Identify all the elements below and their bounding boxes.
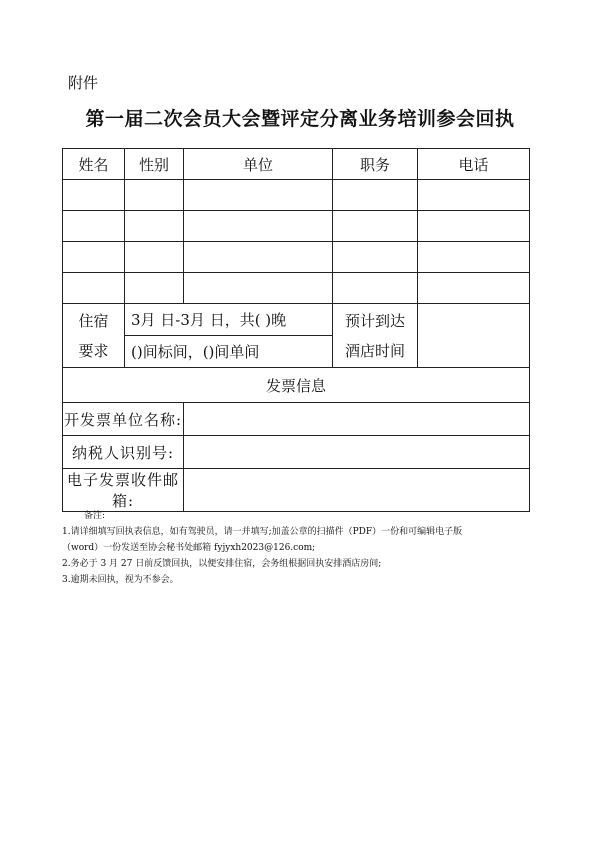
name-cell[interactable] xyxy=(63,242,125,273)
invoice-company-row xyxy=(63,403,530,436)
name-cell[interactable] xyxy=(63,180,125,211)
gender-cell[interactable] xyxy=(125,211,184,242)
arrival-label-line2: 酒店时间 xyxy=(344,341,405,360)
position-cell[interactable] xyxy=(333,242,418,273)
note-item: 1.请详细填写回执表信息，如有驾驶员，请一并填写;加盖公章的扫描件（PDF）一份和可编辑电子版 xyxy=(62,527,463,537)
attachment-label: 附件 xyxy=(68,74,99,92)
unit-cell[interactable] xyxy=(184,211,333,242)
phone-cell[interactable] xyxy=(418,211,530,242)
arrival-time-field[interactable] xyxy=(418,304,530,368)
phone-cell[interactable] xyxy=(418,273,530,304)
header-name: 姓名 xyxy=(63,149,125,180)
gender-cell[interactable] xyxy=(125,242,184,273)
position-cell[interactable] xyxy=(333,180,418,211)
invoice-company-field[interactable] xyxy=(184,403,530,436)
table-row xyxy=(63,242,530,273)
lodging-rooms-field[interactable]: ()间标间，()间单间 xyxy=(125,336,333,368)
header-position: 职务 xyxy=(333,149,418,180)
header-row xyxy=(63,149,530,180)
position-cell[interactable] xyxy=(333,273,418,304)
unit-cell[interactable] xyxy=(184,180,333,211)
lodging-label-line2: 要求 xyxy=(78,341,109,360)
note-item: 3.逾期未回执，视为不参会。 xyxy=(62,575,179,585)
registration-form-table xyxy=(62,148,530,512)
notes-section xyxy=(62,508,542,588)
invoice-company-label: 开发票单位名称: xyxy=(63,403,184,436)
table-row xyxy=(63,273,530,304)
position-cell[interactable] xyxy=(333,211,418,242)
lodging-label xyxy=(63,304,125,368)
lodging-label-line1: 住宿 xyxy=(78,311,109,330)
invoice-email-label: 电子发票收件邮箱: xyxy=(63,469,184,512)
gender-cell[interactable] xyxy=(125,273,184,304)
gender-cell[interactable] xyxy=(125,180,184,211)
note-item: 2.务必于 3 月 27 日前反馈回执，以便安排住宿，会务组根据回执安排酒店房间; xyxy=(62,559,382,569)
lodging-row xyxy=(63,304,530,336)
phone-cell[interactable] xyxy=(418,180,530,211)
header-unit: 单位 xyxy=(184,149,333,180)
arrival-time-label xyxy=(333,304,418,368)
name-cell[interactable] xyxy=(63,211,125,242)
notes-heading: 备注: xyxy=(84,511,106,521)
invoice-section-title: 发票信息 xyxy=(63,368,530,403)
table-row xyxy=(63,211,530,242)
table-row xyxy=(63,180,530,211)
invoice-email-row xyxy=(63,469,530,512)
header-gender: 性别 xyxy=(125,149,184,180)
arrival-label-line1: 预计到达 xyxy=(344,311,405,330)
invoice-email-field[interactable] xyxy=(184,469,530,512)
phone-cell[interactable] xyxy=(418,242,530,273)
invoice-taxid-field[interactable] xyxy=(184,436,530,469)
unit-cell[interactable] xyxy=(184,242,333,273)
invoice-taxid-row xyxy=(63,436,530,469)
lodging-dates-field[interactable]: 3月 日-3月 日，共( )晚 xyxy=(125,304,333,336)
page-title: 第一届二次会员大会暨评定分离业务培训参会回执 xyxy=(85,108,515,130)
name-cell[interactable] xyxy=(63,273,125,304)
unit-cell[interactable] xyxy=(184,273,333,304)
invoice-taxid-label: 纳税人识别号: xyxy=(63,436,184,469)
invoice-section-row xyxy=(63,368,530,403)
note-item: （word）一份发送至协会秘书处邮箱 fyjyxh2023@126.com; xyxy=(62,543,316,553)
header-phone: 电话 xyxy=(418,149,530,180)
